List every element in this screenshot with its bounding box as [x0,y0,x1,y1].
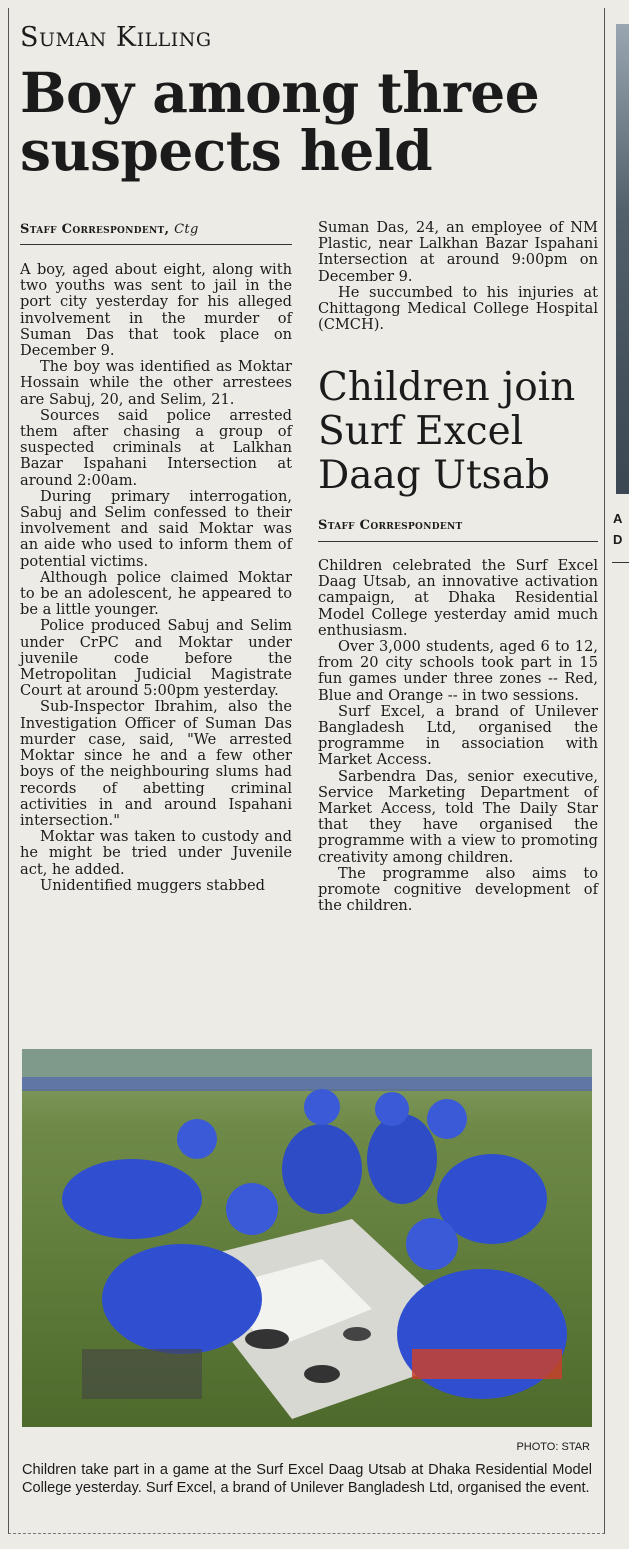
adjacent-fragment-line: D [613,532,623,547]
story2-headline: Children join Surf Excel Daag Utsab [318,365,576,498]
story-column-1 [20,262,292,894]
story-headline: Boy among three suspects held [20,60,540,183]
story2-byline: Staff Correspondent [318,518,463,533]
story-paragraph: Suman Das, 24, an employee of NM Plastic, near Lalkhan Bazar Ispahani Intersection at around 9:00pm on December 9. [318,219,598,285]
story-paragraph: During primary interrogation, Sabuj and Selim confessed to their involvement and said Moktar was an aide who used to inform them of potential victims. [20,487,292,570]
story2-paragraph: Surf Excel, a brand of Unilever Bangladesh Ltd, organised the programme in association with Market Access. [318,702,598,769]
story-paragraph: Moktar was taken to custody and he might be tried under Juvenile act, he added. [20,828,292,878]
story-continuation [318,220,598,333]
photo-illustration [22,1049,592,1427]
adjacent-fragment-line: A [613,511,623,526]
adjacent-photo-edge [616,24,629,494]
story-kicker: Suman Killing [20,22,212,53]
byline-text: Staff Correspondent, [20,222,170,237]
byline-place: Ctg [174,222,199,237]
story-paragraph: Sources said police arrested them after chasing a group of suspected criminals at Lalkhan Bazar Ispahani Intersection at around 2:00am. [20,406,292,489]
story-paragraph: A boy, aged about eight, along with two youths was sent to jail in the port city yesterday for his alleged involvement in the murder of Suman Das that took place on December 9. [20,261,292,360]
story2-paragraph: Sarbendra Das, senior executive, Service Marketing Department of Market Access, told The Daily Star that they have organised the programme with a view to promoting creativity among children. [318,767,598,866]
news-photo [22,1049,592,1427]
story-paragraph: Police produced Sabuj and Selim under CrPC and Moktar under juvenile code before the Metropolitan Judicial Magistrate Court at around 5:00pm yesterday. [20,617,292,700]
story-paragraph: He succumbed to his injuries at Chittagong Medical College Hospital (CMCH). [318,283,598,334]
story-paragraph: Sub-Inspector Ibrahim, also the Investigation Officer of Suman Das murder case, said, "We arrested Moktar since he and a few other boys of the neighbouring slums had records of abetting criminal activities in and around Ispahani intersection." [20,698,292,829]
story2-paragraph: Over 3,000 students, aged 6 to 12, from 20 city schools took part in 15 fun games under three zones -- Red, Blue and Orange -- in two sessions. [318,638,598,704]
story-paragraph: Although police claimed Moktar to be an adolescent, he appeared to be a little younger. [20,568,292,619]
byline [20,222,199,237]
story2-column [318,558,598,914]
byline-rule [20,244,292,245]
story2-paragraph: Children celebrated the Surf Excel Daag Utsab, an innovative activation campaign, at Dhaka Residential Model College yesterday amid much enthusiasm. [318,557,598,639]
story2-paragraph: The programme also aims to promote cognitive development of the children. [318,864,598,915]
adjacent-story-fragment [613,508,622,550]
photo-credit: PHOTO: STAR [516,1441,590,1453]
story2-byline-rule [318,541,598,542]
story-paragraph: The boy was identified as Moktar Hossain while the other arrestees are Sabuj, 20, and Selim, 21. [20,358,292,408]
story-paragraph: Unidentified muggers stabbed [40,876,266,894]
adjacent-rule [612,562,629,563]
photo-caption: Children take part in a game at the Surf Excel Daag Utsab at Dhaka Residential Model College yesterday. Surf Excel, a brand of Unilever Bangladesh Ltd, organised the event. [22,1462,592,1496]
